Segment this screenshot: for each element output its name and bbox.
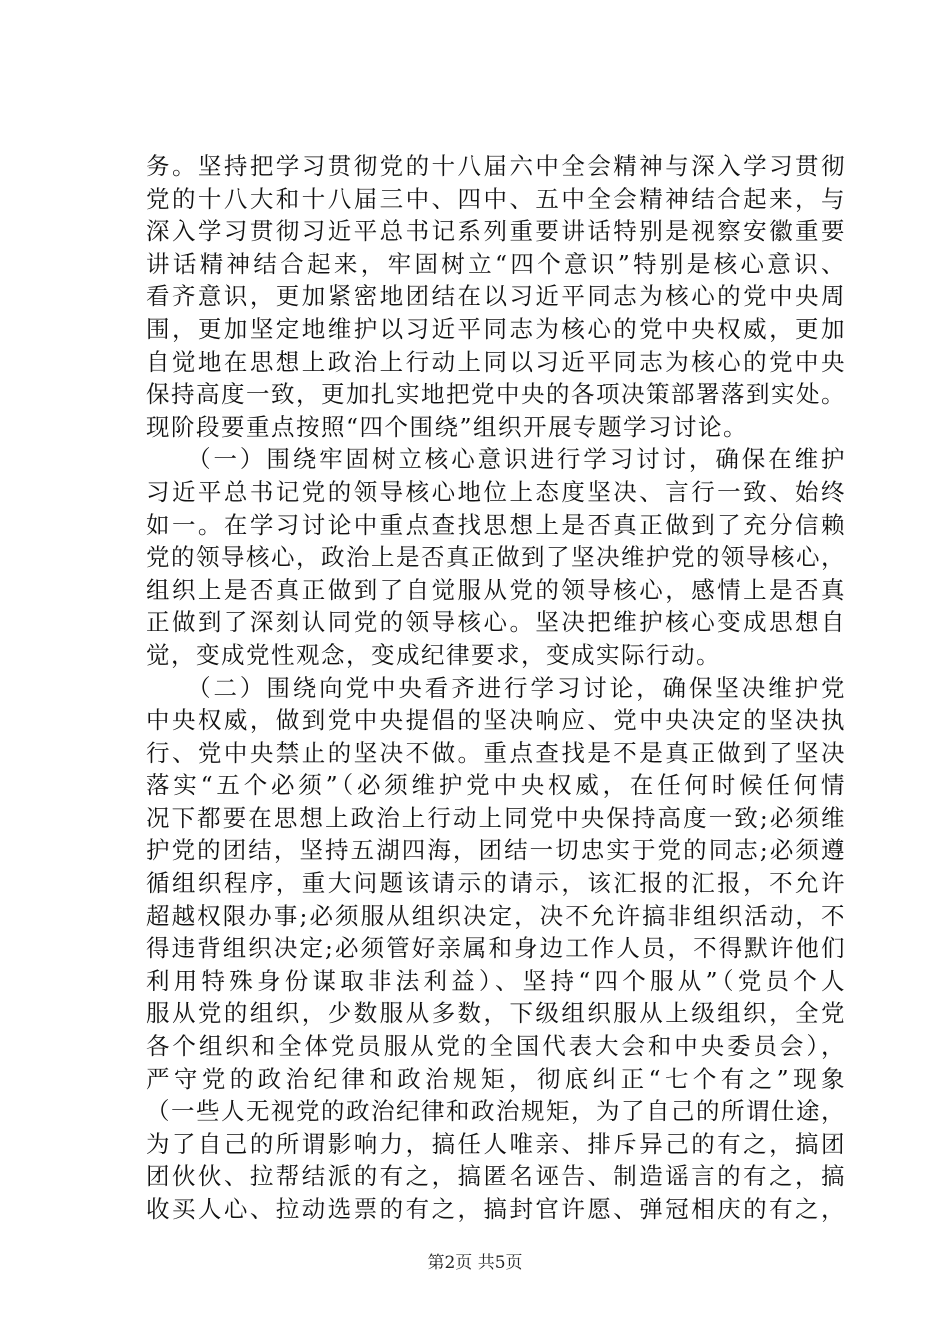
document-body [146, 150, 846, 1226]
text-line: 收买人心、拉动选票的有之，搞封官许愿、弹冠相庆的有之， [146, 1195, 846, 1223]
text-line: 行、党中央禁止的坚决不做。重点查找是不是真正做到了坚决 [146, 738, 846, 767]
text-line: 习近平总书记党的领导核心地位上态度坚决、言行一致、始终 [146, 477, 846, 506]
text-line: 各个组织和全体党员服从党的全国代表大会和中央委员会）， [146, 1032, 846, 1061]
text-line: 团伙伙、拉帮结派的有之，搞匿名诬告、制造谣言的有之，搞 [146, 1162, 846, 1191]
text-line: 觉，变成党性观念，变成纪律要求，变成实际行动。 [146, 640, 721, 669]
text-line: 讲话精神结合起来，牢固树立“四个意识”特别是核心意识、 [146, 249, 846, 278]
text-line: （一些人无视党的政治纪律和政治规矩，为了自己的所谓仕途， [146, 1097, 846, 1126]
text-line: 组织上是否真正做到了自觉服从党的领导核心，感情上是否真 [146, 575, 846, 604]
text-line: 党的领导核心，政治上是否真正做到了坚决维护党的领导核心， [146, 543, 846, 572]
text-line: 中央权威，做到党中央提倡的坚决响应、党中央决定的坚决执 [146, 706, 846, 735]
text-line: 保持高度一致，更加扎实地把党中央的各项决策部署落到实处。 [146, 380, 846, 409]
text-line: 围，更加坚定地维护以习近平同志为核心的党中央权威，更加 [146, 314, 846, 343]
text-line: 务。坚持把学习贯彻党的十八届六中全会精神与深入学习贯彻 [146, 152, 846, 180]
text-line: 正做到了深刻认同党的领导核心。坚决把维护核心变成思想自 [146, 608, 846, 637]
text-line: （一）围绕牢固树立核心意识进行学习讨讨，确保在维护 [146, 445, 846, 474]
text-line: 自觉地在思想上政治上行动上同以习近平同志为核心的党中央 [146, 347, 846, 376]
page-footer: 第2页 共5页 [427, 1253, 523, 1273]
text-line: 现阶段要重点按照“四个围绕”组织开展专题学习讨论。 [146, 412, 749, 441]
text-line: 如一。在学习讨论中重点查找思想上是否真正做到了充分信赖 [146, 510, 846, 539]
text-line: 护党的团结，坚持五湖四海，团结一切忠实于党的同志;必须遵 [146, 836, 846, 865]
text-line: 落实“五个必须”（必须维护党中央权威，在任何时候任何情 [146, 771, 846, 800]
text-line: 党的十八大和十八届三中、四中、五中全会精神结合起来，与 [146, 184, 846, 213]
text-line: 为了自己的所谓影响力，搞任人唯亲、排斥异己的有之，搞团 [146, 1129, 846, 1158]
text-line: （二）围绕向党中央看齐进行学习讨论，确保坚决维护党 [146, 673, 846, 702]
text-line: 利用特殊身份谋取非法利益）、坚持“四个服从”（党员个人 [146, 966, 846, 995]
text-line: 况下都要在思想上政治上行动上同党中央保持高度一致;必须维 [146, 803, 846, 832]
text-line: 深入学习贯彻习近平总书记系列重要讲话特别是视察安徽重要 [146, 217, 846, 246]
text-line: 服从党的组织，少数服从多数，下级组织服从上级组织，全党 [146, 999, 846, 1028]
text-line: 严守党的政治纪律和政治规矩，彻底纠正“七个有之”现象 [146, 1064, 846, 1093]
text-line: 得违背组织决定;必须管好亲属和身边工作人员，不得默许他们 [146, 934, 846, 963]
text-line: 超越权限办事;必须服从组织决定，决不允许搞非组织活动，不 [146, 901, 846, 930]
text-line: 看齐意识，更加紧密地团结在以习近平同志为核心的党中央周 [146, 282, 846, 311]
text-line: 循组织程序，重大问题该请示的请示，该汇报的汇报，不允许 [146, 869, 846, 898]
